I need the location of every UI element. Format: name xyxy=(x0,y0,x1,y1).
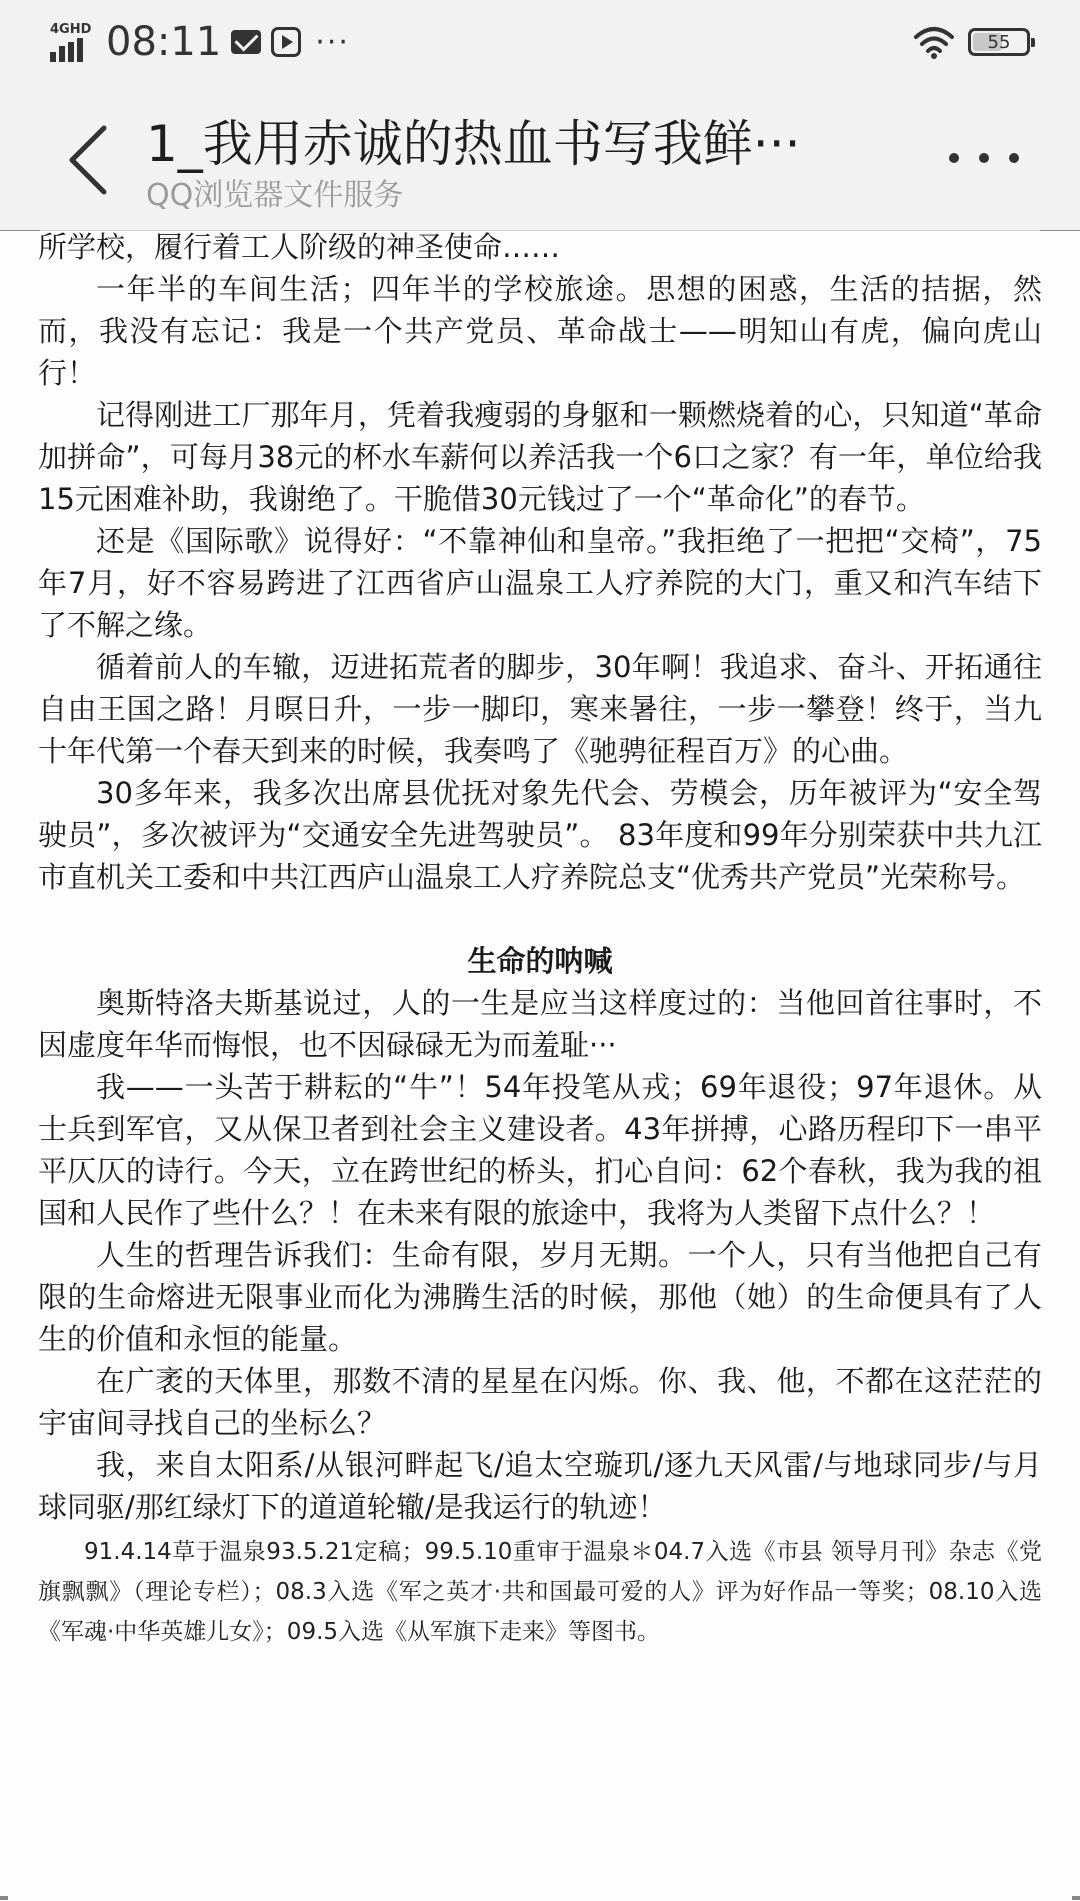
paragraph: 30多年来，我多次出席县优抚对象先代会、劳模会，历年被评为“安全驾驶员”，多次被评为“交通安全先进驾驶员”。 83年度和99年分别荣获中共九江市直机关工委和中共江西庐山温泉工人疗养院总支“优秀共产党员”光荣称号。 xyxy=(38,776,1042,894)
paragraph: 我——一头苦于耕耘的“牛”！54年投笔从戎；69年退役；97年退休。从士兵到军官，又从保卫者到社会主义建设者。43年拼搏，心路历程印下一串平平仄仄的诗行。今天，立在跨世纪的桥头，扪心自问：62个春秋，我为我的祖国和人民作了些什么？！在未来有限的旅途中，我将为人类留下点什么？！ xyxy=(38,1070,1042,1230)
status-right xyxy=(914,22,1030,62)
status-left xyxy=(50,18,350,66)
chevron-left-icon xyxy=(60,120,120,200)
section-heading: 生命的呐喊 xyxy=(467,944,613,978)
paragraph: 记得刚进工厂那年月，凭着我瘦弱的身躯和一颗燃烧着的心，只知道“革命加拼命”，可每月38元的杯水车薪何以养活我一个6口之家？有一年，单位给我15元困难补助，我谢绝了。干脆借30元钱过了一个“革命化”的春节。 xyxy=(38,398,1042,516)
paragraph: 在广袤的天体里，那数不清的星星在闪烁。你、我、他，不都在这茫茫的宇宙间寻找自己的坐标么？ xyxy=(38,1364,1042,1440)
page-crop-mark xyxy=(1072,1896,1080,1900)
back-button[interactable] xyxy=(60,120,120,200)
media-notification-icon xyxy=(271,27,301,57)
footnote: 91.4.14草于温泉93.5.21定稿；99.5.10重审于温泉＊04.7入选《市县 领导月刊》杂志《党旗飘飘》（理论专栏）；08.3入选《军之英才·共和国最可爱的人》评为好作品一等奖；08.10入选《军魂·中华英雄儿女》；09.5入选《从军旗下走来》等图书。 xyxy=(38,1539,1042,1645)
page-crop-mark xyxy=(1040,230,1080,231)
battery-level: 55 xyxy=(987,31,1011,53)
page-crop-mark xyxy=(0,1896,8,1900)
paragraph: 所学校，履行着工人阶级的神圣使命…… xyxy=(38,230,561,264)
paragraph: 还是《国际歌》说得好：“不靠神仙和皇帝。”我拒绝了一把把“交椅”，75年7月，好不容易跨进了江西省庐山温泉工人疗养院的大门，重又和汽车结下了不解之缘。 xyxy=(38,524,1042,642)
paragraph: 我，来自太阳系/从银河畔起飞/追太空璇玑/逐九天风雷/与地球同步/与月球同驱/那红绿灯下的道道轮辙/是我运行的轨迹！ xyxy=(38,1448,1042,1524)
wifi-icon xyxy=(914,25,954,59)
page-crop-mark xyxy=(0,230,40,231)
cellular-signal-icon xyxy=(50,22,96,62)
network-type: 4GHD xyxy=(50,22,92,37)
status-time: 08:11 xyxy=(106,19,222,65)
paragraph: 循着前人的车辙，迈进拓荒者的脚步，30年啊！我追求、奋斗、开拓通往自由王国之路！月暝日升，一步一脚印，寒来暑往，一步一攀登！终于，当九十年代第一个春天到来的时候，我奏鸣了《驰骋征程百万》的心曲。 xyxy=(38,650,1042,768)
document-content xyxy=(38,226,1042,1652)
status-bar xyxy=(0,0,1080,84)
battery-icon xyxy=(968,28,1030,56)
paragraph: 奥斯特洛夫斯基说过，人的一生是应当这样度过的：当他回首往事时，不因虚度年华而悔恨，也不因碌碌无为而羞耻··· xyxy=(38,986,1042,1062)
title-bar xyxy=(0,84,1080,230)
paragraph-spacer xyxy=(38,898,1042,940)
document-subtitle: QQ浏览器文件服务 xyxy=(146,178,404,213)
mail-notification-icon xyxy=(231,30,261,54)
paragraph: 人生的哲理告诉我们：生命有限，岁月无期。一个人，只有当他把自己有限的生命熔进无限事业而化为沸腾生活的时候，那他（她）的生命便具有了人生的价值和永恒的能量。 xyxy=(38,1238,1042,1356)
document-title: 1_我用赤诚的热血书写我鲜··· xyxy=(146,115,801,173)
more-dots-icon xyxy=(944,136,1024,180)
paragraph: 一年半的车间生活；四年半的学校旅途。思想的困惑，生活的拮据，然而，我没有忘记：我是一个共产党员、革命战士——明知山有虎，偏向虎山行！ xyxy=(38,272,1042,390)
more-notifications-icon: ··· xyxy=(315,24,350,60)
more-options-button[interactable] xyxy=(944,136,1024,180)
